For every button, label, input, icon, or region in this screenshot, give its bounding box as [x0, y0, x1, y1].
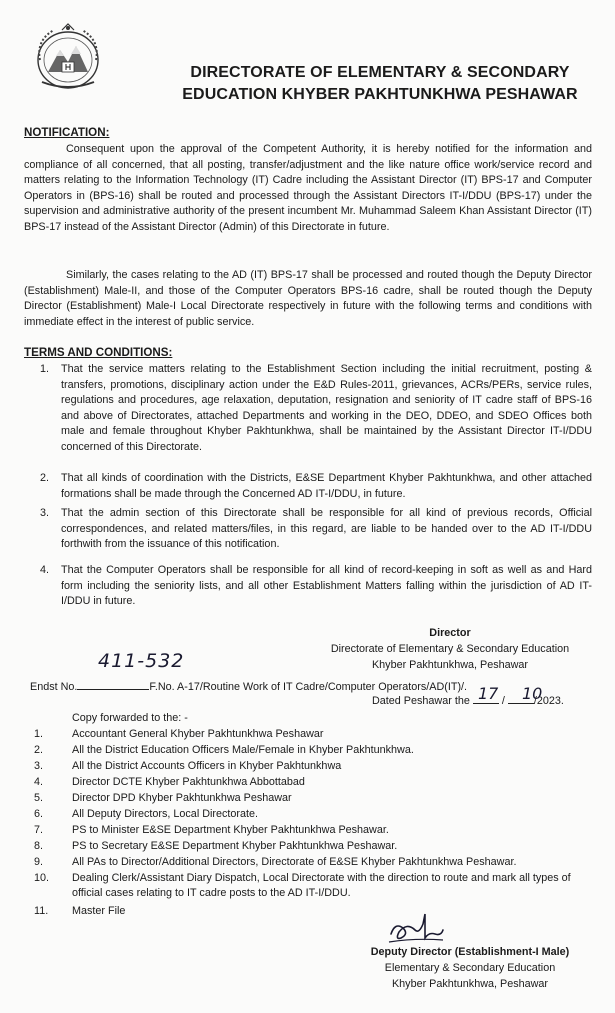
- list-item: [34, 855, 594, 870]
- list-item-number: 4.: [34, 776, 44, 788]
- term-text: That the Computer Operators shall be responsible for all kind of record-keeping in soft as well as and Hard form including the seniority lists, and all other Establishment Matters falling within the jurisdiction of AD IT-I/DDU in future.: [61, 564, 592, 608]
- directorate-header: [160, 62, 600, 106]
- list-item: [34, 807, 594, 822]
- term-item: [40, 471, 592, 502]
- term-number: 1.: [40, 363, 50, 375]
- list-item-text: All the District Accounts Officers in Khyber Pakhtunkhwa: [72, 760, 342, 772]
- kp-government-emblem-icon: [26, 20, 110, 94]
- date-year: /2023.: [533, 695, 564, 707]
- endorsement-label: Endst No.: [30, 681, 78, 693]
- list-item-text: Director DPD Khyber Pakhtunkhwa Peshawar: [72, 792, 292, 804]
- term-text: That the service matters relating to the Establishment Section including the initial recruitment, posting & transfers, promotions, disciplinary action under the E&D Rules-2011, grievances, ACRs/PERs, service rules, regulations and procedures, age relaxation, deputation, resignation and seniority of IT cadre staff of BPS-16 and above of Directorates, attached Departments and working in the DEO, DDEO, and SDEO Offices both male and female throughout Khyber Pakhtunkhwa, shall be maintained by the Assistant Director IT-I/DDU concerned of this Directorate.: [61, 363, 592, 453]
- list-item-text: All PAs to Director/Additional Directors, Directorate of E&SE Khyber Pakhtunkhwa Peshawar.: [72, 856, 517, 868]
- director-line-2: Khyber Pakhtunkhwa, Peshawar: [371, 658, 529, 671]
- list-item-text: Dealing Clerk/Assistant Diary Dispatch, Local Directorate with the direction to route and mark all types of official cases relating to IT cadre posts to the AD IT-I/DDU.: [72, 872, 571, 899]
- term-number: 3.: [40, 507, 50, 519]
- endorsement-line: [30, 678, 467, 693]
- list-item-number: 3.: [34, 760, 44, 772]
- list-item: [34, 759, 594, 774]
- header-line-1: DIRECTORATE OF ELEMENTARY & SECONDARY: [190, 64, 570, 81]
- header-line-2: EDUCATION KHYBER PAKHTUNKHWA PESHAWAR: [182, 86, 578, 103]
- list-item-text: All the District Education Officers Male/Female in Khyber Pakhtunkhwa.: [72, 744, 414, 756]
- list-item: [34, 871, 594, 900]
- notification-paragraph-2: Similarly, the cases relating to the AD (IT) BPS-17 shall be processed and routed though the Deputy Director (Establishment) Male-II, and those of the Computer Operators BPS-16 cadre, shall be routed though the Deputy Director (Establishment) Male-I Local Directorate respectively in future with the following terms and conditions with immediate effect in the interest of public service.: [24, 269, 592, 328]
- director-signature-block: [300, 626, 600, 673]
- list-item-number: 9.: [34, 856, 44, 868]
- list-item-text: Master File: [72, 905, 126, 917]
- deputy-director-signature-block: [340, 944, 600, 992]
- term-text: That the admin section of this Directorate shall be responsible for all kind of previous records, Official correspondences, and related matters/files, in this regard, are liable to be handed over to the AD IT-I/DDU forthwith from the issuance of this notification.: [61, 507, 592, 551]
- dated-label: Dated Peshawar the: [372, 695, 470, 707]
- deputy-director-title: Deputy Director (Establishment-I Male): [370, 946, 570, 958]
- list-item: [34, 727, 594, 742]
- handwritten-endorsement-number: 411-532: [98, 650, 185, 672]
- terms-heading: TERMS AND CONDITIONS:: [24, 346, 173, 359]
- list-item-number: 11.: [34, 905, 49, 917]
- list-item: [34, 743, 594, 758]
- list-item-number: 7.: [34, 824, 44, 836]
- list-item-number: 6.: [34, 808, 44, 820]
- list-item: [34, 791, 594, 806]
- list-item-text: Accountant General Khyber Pakhtunkhwa Peshawar: [72, 728, 324, 740]
- list-item-number: 1.: [34, 728, 44, 740]
- list-item: [34, 775, 594, 790]
- list-item: [34, 904, 594, 919]
- term-number: 4.: [40, 564, 50, 576]
- endorsement-blank: [77, 678, 149, 690]
- date-separator: /: [501, 695, 505, 707]
- list-item-number: 2.: [34, 744, 44, 756]
- notification-paragraph-1: Consequent upon the approval of the Competent Authority, it is hereby notified for the information and compliance of all concerned, that all posting, transfer/adjustment and the like nature office work/service record and matters relating to the Information Technology (IT) Cadre including the Assistant Director (IT) BPS-17 and Computer Operators in (BPS-16) shall be routed and processed through the Assistant Directors IT-I/DDU (BPS-17) under the supervision and administrative authority of the present incumbent Mr. Muhammad Saleem Khan Assistant Director (IT) BPS-17 instead of the Assistant Director (Admin) of this Directorate in future.: [24, 143, 592, 233]
- copy-forwarded-heading: Copy forwarded to the: -: [72, 712, 188, 724]
- term-text: That all kinds of coordination with the Districts, E&SE Department Khyber Pakhtunkhwa, and other attached formations shall be made through the Concerned AD IT-I/DDU, in future.: [61, 472, 592, 500]
- handwritten-signature-icon: [385, 908, 445, 948]
- list-item-text: PS to Minister E&SE Department Khyber Pakhtunkhwa Peshawar.: [72, 824, 389, 836]
- list-item-text: All Deputy Directors, Local Directorate.: [72, 808, 259, 820]
- term-item: [40, 506, 592, 553]
- list-item-text: Director DCTE Khyber Pakhtunkhwa Abbottabad: [72, 776, 305, 788]
- term-item: [40, 362, 592, 456]
- term-number: 2.: [40, 472, 50, 484]
- list-item: [34, 823, 594, 838]
- file-number: F.No. A-17/Routine Work of IT Cadre/Computer Operators/AD(IT)/.: [149, 681, 468, 693]
- term-item: [40, 563, 592, 610]
- deputy-director-line-1: Elementary & Secondary Education: [384, 962, 556, 974]
- list-item-number: 8.: [34, 840, 44, 852]
- deputy-director-line-2: Khyber Pakhtunkhwa, Peshawar: [391, 978, 549, 990]
- list-item-number: 10.: [34, 872, 50, 884]
- list-item: [34, 839, 594, 854]
- director-title: Director: [429, 627, 471, 639]
- handwritten-month: 10: [522, 684, 543, 703]
- list-item-number: 5.: [34, 792, 44, 804]
- director-line-1: Directorate of Elementary & Secondary Education: [330, 642, 570, 655]
- list-item-text: PS to Secretary E&SE Department Khyber Pakhtunkhwa Peshawar.: [72, 840, 398, 852]
- notification-heading: NOTIFICATION:: [24, 126, 110, 139]
- handwritten-day: 17: [478, 684, 499, 703]
